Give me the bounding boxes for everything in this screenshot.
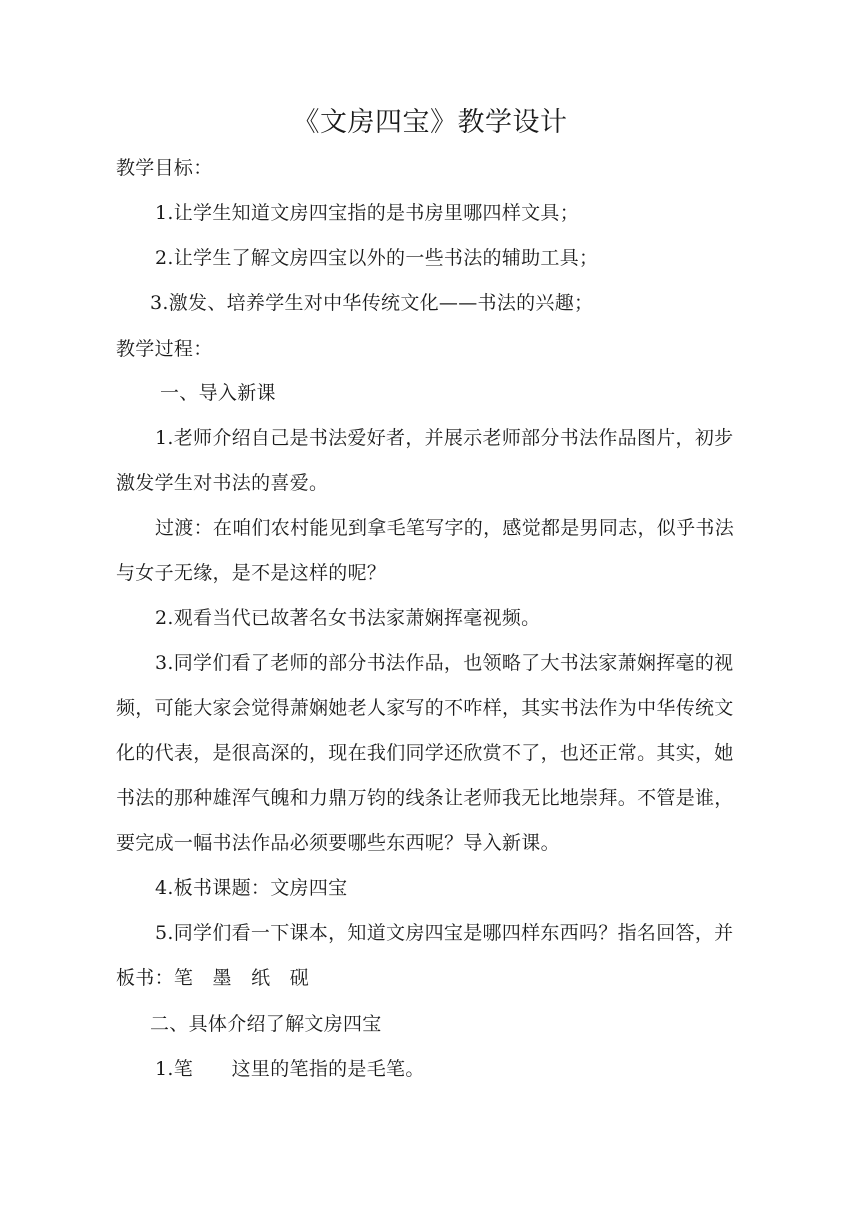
paragraph-line: 激发学生对书法的喜爱。 xyxy=(116,472,329,494)
document-title: 《文房四宝》教学设计 xyxy=(292,107,568,138)
paragraph-line: 频，可能大家会觉得萧娴她老人家写的不咋样，其实书法作为中华传统文 xyxy=(116,697,734,719)
objective-item-2: 2.让学生了解文房四宝以外的一些书法的辅助工具； xyxy=(155,247,599,269)
paragraph-line: 4.板书课题：文房四宝 xyxy=(155,877,348,899)
objective-item-3: 3.激发、培养学生对中华传统文化——书法的兴趣； xyxy=(150,292,594,314)
paragraph-line: 书法的那种雄浑气魄和力鼎万钧的线条让老师我无比地崇拜。不管是谁， xyxy=(116,787,734,809)
paragraph-line: 要完成一幅书法作品必须要哪些东西呢？导入新课。 xyxy=(116,832,560,854)
subsection-heading-details: 二、具体介绍了解文房四宝 xyxy=(150,1013,382,1035)
section-heading-objectives: 教学目标： xyxy=(116,157,213,179)
paragraph-line: 5.同学们看一下课本，知道文房四宝是哪四样东西吗？指名回答，并 xyxy=(155,922,734,944)
paragraph-line: 1.老师介绍自己是书法爱好者，并展示老师部分书法作品图片，初步 xyxy=(155,427,734,449)
paragraph-line: 板书：笔 墨 纸 砚 xyxy=(116,967,310,989)
subsection-heading-intro: 一、导入新课 xyxy=(160,382,276,404)
paragraph-line: 与女子无缘，是不是这样的呢？ xyxy=(116,562,387,584)
paragraph-line: 过渡：在咱们农村能见到拿毛笔写字的，感觉都是男同志，似乎书法 xyxy=(155,517,735,539)
paragraph-line: 1.笔 这里的笔指的是毛笔。 xyxy=(155,1058,425,1080)
objective-item-1: 1.让学生知道文房四宝指的是书房里哪四样文具； xyxy=(155,202,580,224)
paragraph-line: 化的代表，是很高深的，现在我们同学还欣赏不了，也还正常。其实，她 xyxy=(116,742,734,764)
section-heading-process: 教学过程： xyxy=(116,338,213,360)
paragraph-line: 2.观看当代已故著名女书法家萧娴挥毫视频。 xyxy=(155,607,541,629)
paragraph-line: 3.同学们看了老师的部分书法作品，也领略了大书法家萧娴挥毫的视 xyxy=(155,652,734,674)
